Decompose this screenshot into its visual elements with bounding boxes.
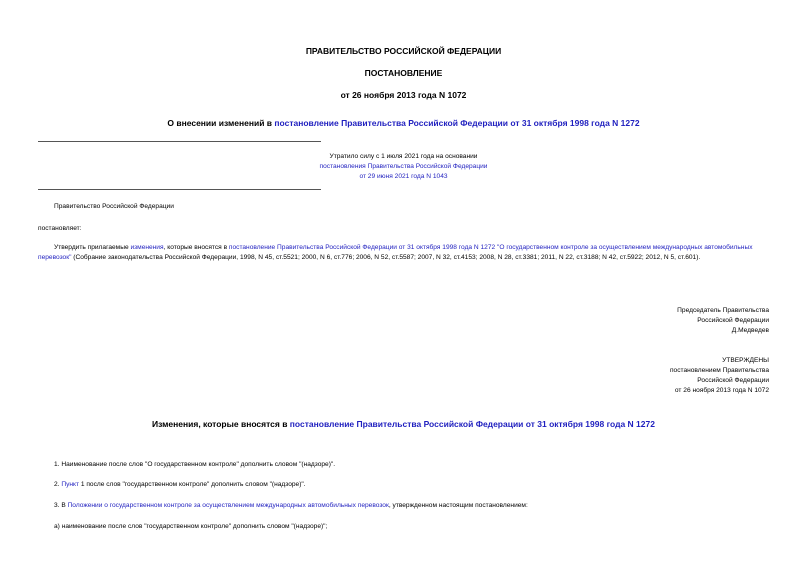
main-paragraph [38,243,770,263]
changes-title-link[interactable]: постановление Правительства Российской Федерации от 31 октября 1998 года N 1272 [289,419,655,429]
document-date-number: от 26 ноября 2013 года N 1072 [340,90,467,100]
document-type-heading: ПОСТАНОВЛЕНИЕ [364,68,443,78]
expired-notice-text: Утратило силу с 1 июля 2021 года на основании [329,153,478,160]
expired-notice [0,152,807,182]
document-title-prefix: О внесении изменений в [167,118,275,128]
expired-notice-date-link[interactable]: от 29 июня 2021 года N 1043 [359,173,448,180]
main-paragraph-text-a: Утвердить прилагаемые [54,244,131,251]
regulation-link[interactable]: Положении о государственном контроле за осуществлением международных автомобильных перевозок [67,502,389,509]
decrees-line: постановляет: [38,225,82,232]
change-item-1: 1. Наименование после слов "О государственном контроле" дополнить словом "(надзоре)". [54,461,336,468]
notice-top-divider [38,141,321,142]
changes-link[interactable]: изменения [130,244,164,251]
approved-block [670,356,769,396]
change-item-3a: а) наименование после слов "государственном контроле" дополнить словом "(надзоре)"; [54,523,328,530]
approved-title: УТВЕРЖДЕНЫ [722,357,769,364]
main-paragraph-text-c: (Собрание законодательства Российской Федерации, 1998, N 45, ст.5521; 2000, N 6, ст.776; 2006, N 52, ст.5587; 2007, N 32, ст.4153; 2008, N 28, ст.3381; 2011, N 22, ст.3188; N 42, ст.5922; 2012, N 5, ст.601). [71,254,701,261]
document-title [0,118,807,128]
changes-title [0,419,807,429]
change-item-2-number: 2. [54,481,62,488]
government-heading: ПРАВИТЕЛЬСТВО РОССИЙСКОЙ ФЕДЕРАЦИИ [305,46,502,56]
expired-notice-decree-link[interactable]: постановления Правительства Российской Федерации [319,163,488,170]
change-item-2-text: 1 после слов "государственном контроле" дополнить словом "(надзоре)". [79,481,306,488]
change-item-3-text: , утвержденном настоящим постановлением: [388,502,528,509]
paragraph-link[interactable]: Пункт [61,481,80,488]
approved-country: Российской Федерации [697,377,769,384]
title-reference-link[interactable]: постановление Правительства Российской Федерации от 31 октября 1998 года N 1272 [274,118,640,128]
change-item-3-number: 3. В [54,502,68,509]
approved-date: от 26 ноября 2013 года N 1072 [674,387,769,394]
approved-by: постановлением Правительства [669,367,769,374]
notice-bottom-divider [38,189,321,190]
signature-country: Российской Федерации [697,317,769,324]
signature-position: Председатель Правительства [677,307,769,314]
signature-block [677,306,769,336]
change-item-3 [54,501,528,511]
decree-1272-link[interactable]: постановление Правительства Российской Федерации от 31 октября 1998 года N 1272 "О государственном контроле за осуществлением международных автомобильных перевозок" [38,244,753,261]
change-item-2 [54,480,306,490]
changes-title-prefix: Изменения, которые вносятся в [152,419,290,429]
signature-name: Д.Медведев [731,327,769,334]
main-paragraph-text-b: , которые вносятся в [163,244,229,251]
government-line: Правительство Российской Федерации [54,203,174,210]
